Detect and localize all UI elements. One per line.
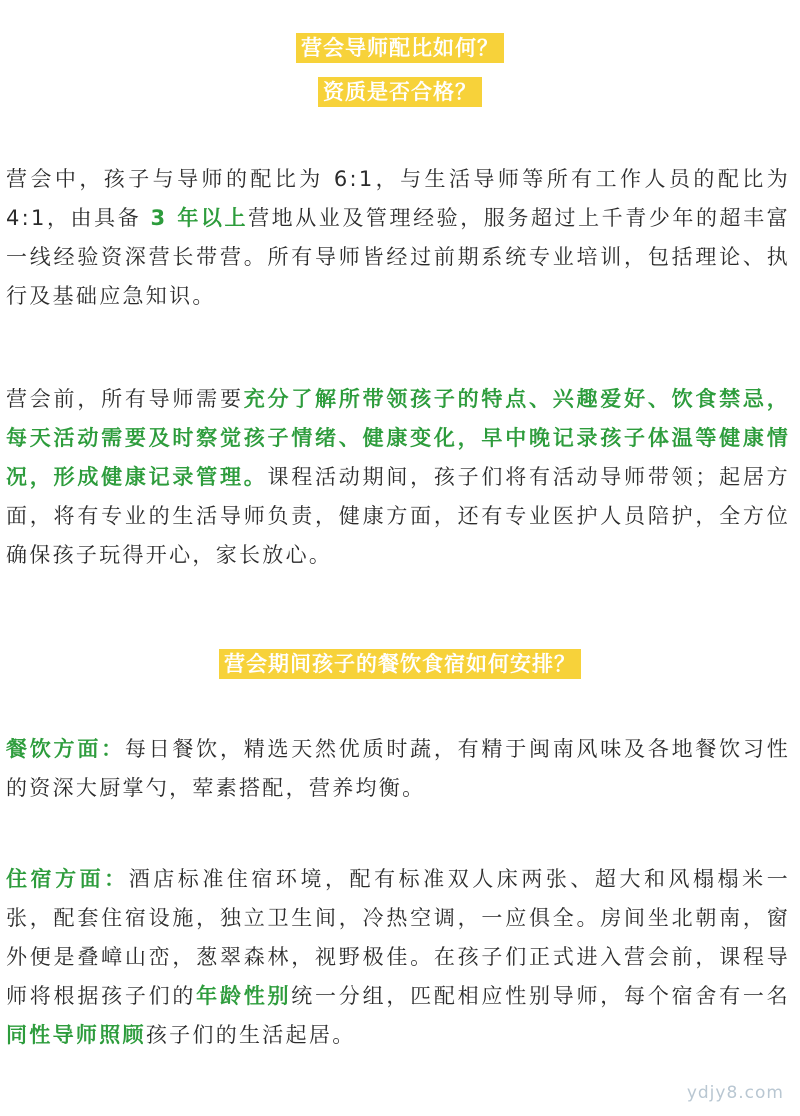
text: 统一分组，匹配相应性别导师，每个宿舍有一名 bbox=[291, 984, 790, 1008]
watermark: ydjy8.com bbox=[686, 1083, 784, 1103]
highlight-age-gender: 年龄性别 bbox=[196, 984, 292, 1008]
text: 孩子们的生活起居。 bbox=[145, 1023, 356, 1047]
ratio-value: 6:1 bbox=[333, 167, 375, 191]
text: ，与生活导师等所有工作人员的配比为 bbox=[374, 167, 790, 191]
text: 营会中，孩子与导师的配比为 bbox=[6, 167, 334, 191]
heading-tutor-ratio-line1: 营会导师配比如何？ bbox=[296, 33, 504, 63]
highlight-lodging-label: 住宿方面： bbox=[6, 867, 129, 891]
highlight-health-care: 充分了解所带领孩子的特点、兴趣爱好、饮食禁忌，每天活动需要及时察觉孩子情绪、健康变化，早中晚记录孩子体温等健康情况，形成健康记录管理。 bbox=[6, 387, 790, 489]
heading-tutor-ratio-line1-wrap bbox=[0, 33, 800, 63]
text: 课程活动期间，孩子们将有活动导师带领；起居方面，将有专业的生活导师负责，健康方面，还有专业医护人员陪护，全方位确保孩子玩得开心，家长放心。 bbox=[6, 465, 790, 567]
paragraph-dining bbox=[6, 730, 790, 808]
heading-tutor-ratio-line2: 资质是否合格？ bbox=[318, 77, 482, 107]
text: 营会前，所有导师需要 bbox=[6, 387, 244, 411]
paragraph-tutor-ratio bbox=[6, 160, 790, 316]
highlight-same-gender-tutor: 同性导师照顾 bbox=[6, 1023, 146, 1047]
text: ，由具备 bbox=[46, 206, 151, 230]
paragraph-tutor-duties bbox=[6, 380, 790, 575]
text: 酒店标准住宿环境，配有标准双人床两张、超大和风榻榻米一张，配套住宿设施，独立卫生间，冷热空调，一应俱全。房间坐北朝南，窗外便是叠嶂山峦，葱翠森林，视野极佳。在孩子们正式进入营会前，课程导师将根据孩子们的 bbox=[6, 867, 790, 1008]
text: 营地从业及管理经验，服务超过上千青少年的超丰富一线经验资深营长带营。所有导师皆经过前期系统专业培训，包括理论、执行及基础应急知识。 bbox=[6, 206, 790, 308]
highlight-dining-label: 餐饮方面： bbox=[6, 737, 125, 761]
heading-food-lodging: 营会期间孩子的餐饮食宿如何安排？ bbox=[219, 649, 581, 679]
heading-food-lodging-wrap bbox=[0, 649, 800, 679]
text: 每日餐饮，精选天然优质时蔬，有精于闽南风味及各地餐饮习性的资深大厨掌勺，荤素搭配，营养均衡。 bbox=[6, 737, 790, 800]
ratio-value: 4:1 bbox=[6, 206, 47, 230]
heading-tutor-ratio-line2-wrap bbox=[0, 77, 800, 107]
highlight-experience: 3 年以上 bbox=[150, 206, 249, 230]
paragraph-lodging bbox=[6, 860, 790, 1055]
